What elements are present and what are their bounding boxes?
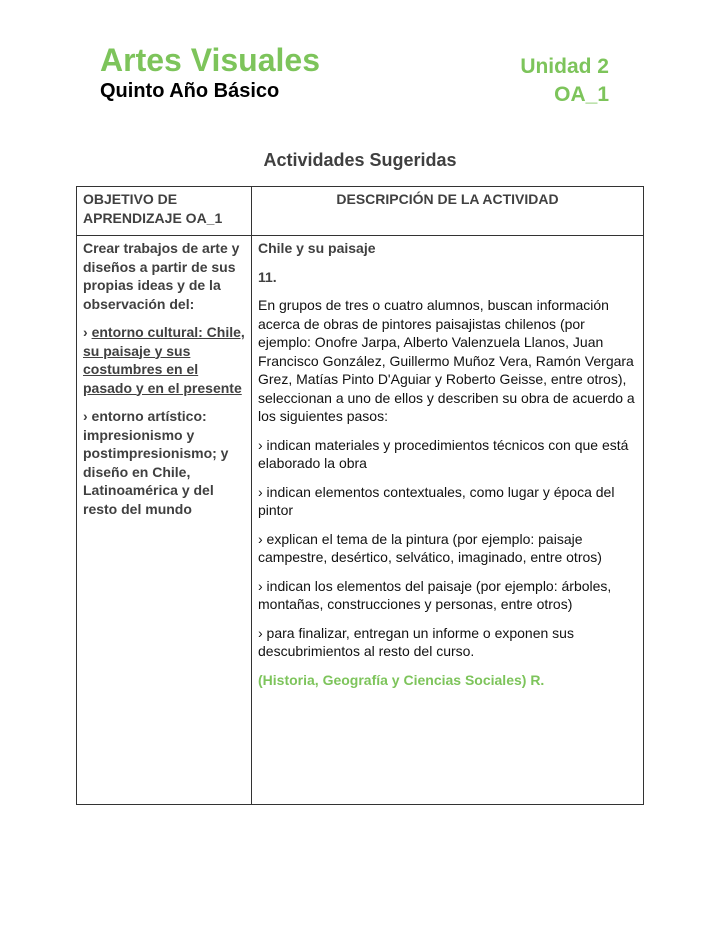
objective-cell: [77, 236, 252, 805]
bullet: ›: [83, 324, 92, 340]
unit-label: [520, 53, 609, 109]
activity-paragraph: En grupos de tres o cuatro alumnos, buscan información acerca de obras de pintores paisajistas chilenos (por ejemplo: Onofre Jarpa, Alberto Valenzuela Llanos, Juan Francisco González, Guillermo Muñoz Vera, Ramón Vergara Grez, Matías Pinto D'Aguiar y Roberto Geisse, entre otros), seleccionan a uno de ellos y describen su obra de acuerdo a los siguientes pasos:: [258, 297, 635, 424]
unit-number: Unidad 2: [520, 55, 609, 78]
table-header-row: [77, 187, 644, 236]
activity-step: › indican elementos contextuales, como lugar y época del pintor: [258, 483, 615, 518]
objective-header: OBJETIVO DE APRENDIZAJE OA_1: [77, 187, 252, 236]
table-row: [77, 236, 644, 805]
grade-subtitle: Quinto Año Básico: [100, 80, 280, 102]
cross-subject-link: (Historia, Geografía y Ciencias Sociales) R.: [258, 671, 545, 688]
activity-title: Chile y su paisaje: [258, 240, 376, 256]
activity-step: › para finalizar, entregan un informe o exponen sus descubrimientos al resto del curso.: [258, 624, 574, 659]
activities-table: [76, 186, 644, 805]
activity-step: › explican el tema de la pintura (por ejemplo: paisaje campestre, desértico, selvático, imaginado, entre otros): [258, 530, 602, 565]
activity-number: 11.: [258, 268, 277, 285]
description-header: DESCRIPCIÓN DE LA ACTIVIDAD: [252, 187, 644, 236]
activity-step: › indican los elementos del paisaje (por ejemplo: árboles, montañas, construcciones y personas, entre otros): [258, 577, 612, 612]
section-title: Actividades Sugeridas: [263, 150, 457, 170]
objective-intro: Crear trabajos de arte y diseños a partir de sus propias ideas y de la observación del:: [83, 240, 240, 312]
oa-code: OA_1: [554, 83, 609, 106]
objective-item-link: entorno cultural: Chile, su paisaje y sus costumbres en el pasado y en el presente: [83, 324, 245, 396]
activity-step: › indican materiales y procedimientos técnicos con que está elaborado la obra: [258, 436, 629, 471]
objective-item: [83, 323, 245, 397]
subject-title: Artes Visuales: [100, 42, 320, 78]
activity-cell: [252, 236, 644, 805]
objective-item: › entorno artístico: impresionismo y postimpresionismo; y diseño en Chile, Latinoamérica y del resto del mundo: [83, 408, 229, 517]
